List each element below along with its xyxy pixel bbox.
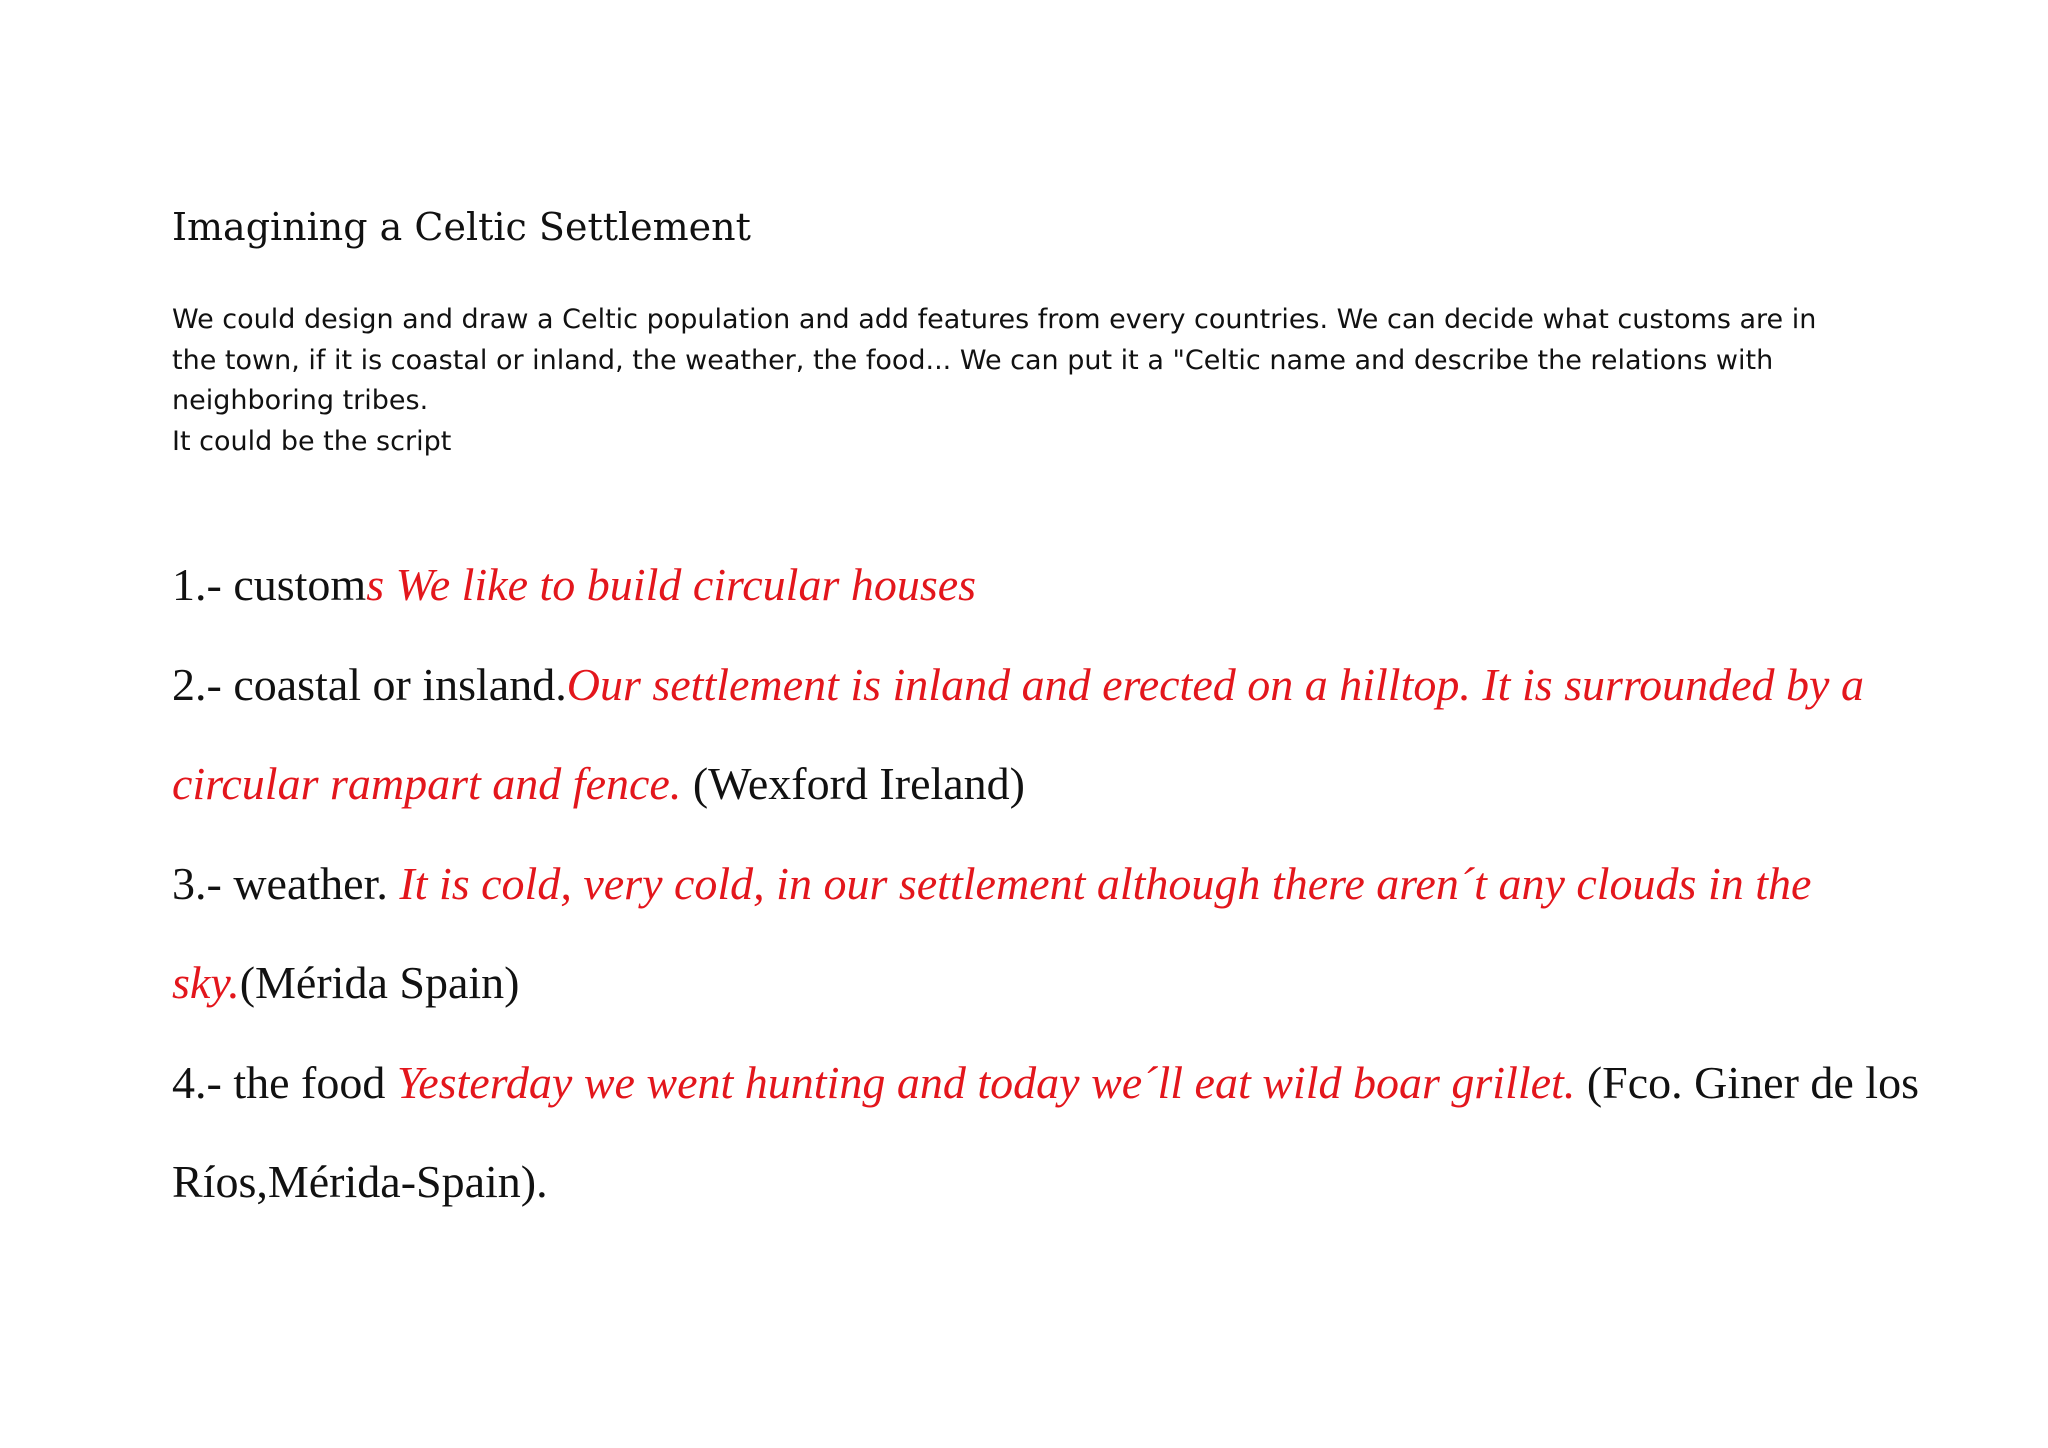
answer-source: (Mérida Spain): [239, 957, 520, 1008]
answer-source: (Wexford Ireland): [681, 758, 1026, 809]
answer-text: s We like to build circular houses: [366, 559, 977, 610]
answer-item-food: [172, 1033, 1972, 1133]
answer-label: 2.- coastal or insland.: [172, 658, 567, 710]
answer-text: Our settlement is inland and erected on a hilltop. It is surrounded by a: [566, 658, 1864, 710]
answer-item-weather-continued: [172, 933, 1972, 1033]
answer-item-food-continued: [172, 1132, 1972, 1232]
intro-line: We could design and draw a Celtic population and add features from every countries. We can decide what customs are in: [172, 304, 1817, 335]
intro-line: It could be the script: [172, 425, 452, 457]
answer-text: Yesterday we went hunting and today we´ll eat wild boar grillet.: [396, 1056, 1576, 1108]
answer-label: 4.- the food: [172, 1056, 397, 1108]
answer-text: It is cold, very cold, in our settlement although there aren´t any clouds in the: [399, 857, 1812, 909]
answer-text: circular rampart and fence.: [172, 758, 682, 809]
intro-paragraph: [172, 300, 1872, 462]
answer-source: Ríos,Mérida-Spain).: [172, 1156, 548, 1207]
document-title: Imagining a Celtic Settlement: [172, 205, 751, 249]
answer-item-customs: [172, 535, 1972, 635]
answer-item-coastal-continued: [172, 734, 1972, 834]
answer-item-coastal: [172, 635, 1972, 735]
answer-label: 3.- weather.: [172, 857, 400, 909]
answer-text: sky.: [172, 957, 240, 1008]
answer-label: 1.- custom: [172, 559, 367, 610]
answer-item-weather: [172, 834, 1972, 934]
answer-source: (Fco. Giner de los: [1575, 1056, 1919, 1108]
intro-line: the town, if it is coastal or inland, the weather, the food... We can put it a "Celtic name and describe the relations with: [172, 344, 1774, 376]
answers-list: [172, 535, 1972, 1232]
intro-line: neighboring tribes.: [172, 385, 429, 416]
